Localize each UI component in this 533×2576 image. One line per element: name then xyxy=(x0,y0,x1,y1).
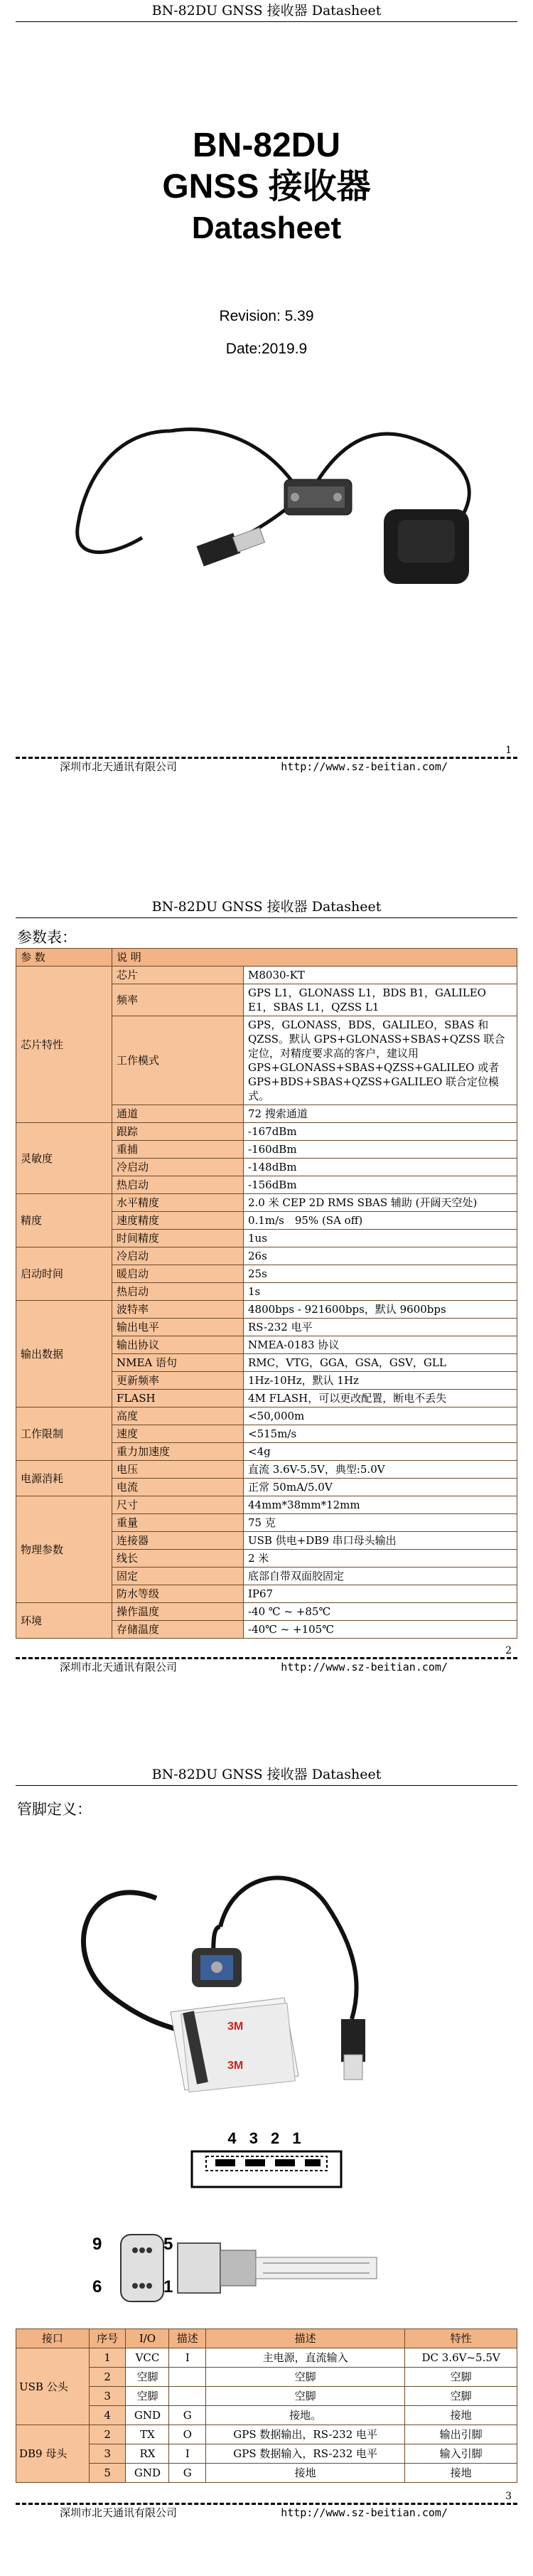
receiver-photo xyxy=(0,1841,533,2112)
running-header: BN-82DU GNSS 接收器 Datasheet xyxy=(16,1764,517,1786)
page-1 xyxy=(0,0,533,896)
params-name-cell: 更新频率 xyxy=(112,1372,244,1390)
params-group-cell: 输出数据 xyxy=(16,1301,112,1407)
pinout-no-cell: 1 xyxy=(89,2348,126,2368)
revision: Revision: 5.39 xyxy=(219,308,314,324)
params-value-cell: -40 ℃ ~ +85℃ xyxy=(244,1603,517,1621)
params-name-cell: 通道 xyxy=(112,1105,244,1123)
page-footer xyxy=(0,1659,533,1675)
pinout-io-cell: 空脚 xyxy=(126,2368,169,2387)
params-name-cell: 电压 xyxy=(112,1461,244,1479)
pinout-desc2-cell: 主电源，直流输入 xyxy=(206,2348,405,2368)
pinout-feature-cell: 接地 xyxy=(405,2464,517,2483)
params-group-cell: 物理参数 xyxy=(16,1496,112,1603)
params-name-cell: 重量 xyxy=(112,1514,244,1532)
running-header: BN-82DU GNSS 接收器 Datasheet xyxy=(16,896,517,918)
pinout-row xyxy=(16,2444,517,2464)
params-row xyxy=(16,1247,517,1265)
params-name-cell: 工作模式 xyxy=(112,1016,244,1105)
page-number: 3 xyxy=(505,2491,512,2502)
pinout-no-cell: 4 xyxy=(89,2406,126,2425)
params-value-cell: 75 克 xyxy=(244,1514,517,1532)
params-row xyxy=(16,1603,517,1621)
db9-label-1: 1 xyxy=(163,2277,173,2296)
cover-title-2: GNSS 接收器 xyxy=(162,168,371,206)
params-name-cell: 电流 xyxy=(112,1479,244,1496)
pinout-feature-cell: DC 3.6V~5.5V xyxy=(405,2348,517,2368)
db9-cable-icon xyxy=(107,2229,505,2307)
pinout-desc1-cell: G xyxy=(169,2464,206,2483)
pinout-interface-cell: DB9 母头 xyxy=(16,2425,90,2483)
params-value-cell: -40℃ ~ +105℃ xyxy=(244,1621,517,1639)
pinout-io-cell: RX xyxy=(126,2444,169,2464)
pinout-io-cell: 空脚 xyxy=(126,2387,169,2406)
params-name-cell: 波特率 xyxy=(112,1301,244,1319)
pinout-feature-cell: 接地 xyxy=(405,2406,517,2425)
pinout-row xyxy=(16,2464,517,2483)
pinout-row xyxy=(16,2387,517,2406)
cover-title-3: Datasheet xyxy=(191,211,342,245)
page-2 xyxy=(0,896,533,1764)
footer-url[interactable]: http://www.sz-beitian.com/ xyxy=(281,1661,448,1673)
pinout-row xyxy=(16,2406,517,2425)
pinout-feature-cell: 输入引脚 xyxy=(405,2444,517,2464)
params-group-cell: 环境 xyxy=(16,1603,112,1639)
params-title: 参数表： xyxy=(17,929,77,946)
params-name-cell: 连接器 xyxy=(112,1532,244,1550)
pinout-desc2-cell: GPS 数据输出，RS-232 电平 xyxy=(206,2425,405,2444)
params-name-cell: 尺寸 xyxy=(112,1496,244,1514)
params-name-cell: 防水等级 xyxy=(112,1585,244,1603)
pinout-no-cell: 3 xyxy=(89,2444,126,2464)
footer-company: 深圳市北天通讯有限公司 xyxy=(60,1661,178,1673)
pinout-no-cell: 5 xyxy=(89,2464,126,2483)
params-header-row xyxy=(16,949,517,967)
footer-url[interactable]: http://www.sz-beitian.com/ xyxy=(281,760,448,773)
params-value-cell: 0.1m/s 95% (SA off) xyxy=(244,1212,517,1230)
params-name-cell: NMEA 语句 xyxy=(112,1354,244,1372)
params-name-cell: 暖启动 xyxy=(112,1265,244,1283)
params-value-cell: IP67 xyxy=(244,1585,517,1603)
pinout-feature-cell: 输出引脚 xyxy=(405,2425,517,2444)
params-value-cell: 26s xyxy=(244,1247,517,1265)
params-group-cell: 工作限制 xyxy=(16,1407,112,1461)
pinout-table xyxy=(16,2328,517,2483)
params-value-cell: 1Hz-10Hz，默认 1Hz xyxy=(244,1372,517,1390)
pinout-header-desc2: 描述 xyxy=(206,2329,405,2348)
params-row xyxy=(16,1407,517,1425)
pinout-header-io: I/O xyxy=(126,2329,169,2348)
page-footer xyxy=(0,2505,533,2521)
params-value-cell: -160dBm xyxy=(244,1141,517,1159)
params-name-cell: 重捕 xyxy=(112,1141,244,1159)
db9-label-9: 9 xyxy=(92,2235,102,2254)
params-value-cell: 4M FLASH，可以更改配置，断电不丢失 xyxy=(244,1390,517,1407)
params-header-desc: 说 明 xyxy=(112,949,517,967)
params-name-cell: 操作温度 xyxy=(112,1603,244,1621)
params-name-cell: 冷启动 xyxy=(112,1247,244,1265)
params-value-cell: -156dBm xyxy=(244,1176,517,1194)
params-name-cell: FLASH xyxy=(112,1390,244,1407)
pinout-desc2-cell: GPS 数据输入，RS-232 电平 xyxy=(206,2444,405,2464)
params-value-cell: -167dBm xyxy=(244,1123,517,1141)
pinout-io-cell: VCC xyxy=(126,2348,169,2368)
params-table xyxy=(16,948,517,1639)
params-name-cell: 频率 xyxy=(112,984,244,1016)
params-value-cell: 2 米 xyxy=(244,1550,517,1568)
params-name-cell: 时间精度 xyxy=(112,1230,244,1247)
params-name-cell: 输出电平 xyxy=(112,1319,244,1336)
params-row xyxy=(16,1123,517,1141)
params-value-cell: 4800bps - 921600bps，默认 9600bps xyxy=(244,1301,517,1319)
params-name-cell: 重力加速度 xyxy=(112,1443,244,1461)
pinout-desc1-cell: O xyxy=(169,2425,206,2444)
params-value-cell: <4g xyxy=(244,1443,517,1461)
svg-text:3M: 3M xyxy=(227,2060,244,2072)
footer-company: 深圳市北天通讯有限公司 xyxy=(60,2506,178,2519)
params-value-cell: 72 搜索通道 xyxy=(244,1105,517,1123)
params-name-cell: 固定 xyxy=(112,1568,244,1585)
page-footer xyxy=(0,759,533,775)
params-value-cell: 1s xyxy=(244,1283,517,1301)
footer-url[interactable]: http://www.sz-beitian.com/ xyxy=(281,2506,448,2519)
params-value-cell: <50,000m xyxy=(244,1407,517,1425)
params-value-cell: <515m/s xyxy=(244,1425,517,1443)
params-row xyxy=(16,1301,517,1319)
pinout-row xyxy=(16,2425,517,2444)
pinout-no-cell: 3 xyxy=(89,2387,126,2406)
params-value-cell: GPS L1，GLONASS L1，BDS B1，GALILEO E1，SBAS L1，QZSS L1 xyxy=(244,984,517,1016)
pinout-header-desc1: 描述 xyxy=(169,2329,206,2348)
svg-text:3M: 3M xyxy=(227,2021,244,2033)
running-header: BN-82DU GNSS 接收器 Datasheet xyxy=(16,0,517,22)
page-number: 2 xyxy=(505,1645,512,1656)
usb-connector-diagram xyxy=(0,2129,533,2193)
pinout-no-cell: 2 xyxy=(89,2368,126,2387)
pinout-title: 管脚定义： xyxy=(17,1801,92,1818)
params-name-cell: 速度 xyxy=(112,1425,244,1443)
pinout-desc1-cell: G xyxy=(169,2406,206,2425)
params-value-cell: RS-232 电平 xyxy=(244,1319,517,1336)
params-value-cell: NMEA-0183 协议 xyxy=(244,1336,517,1354)
params-value-cell: 2.0 米 CEP 2D RMS SBAS 辅助 (开阔天空处) xyxy=(244,1194,517,1212)
pinout-desc2-cell: 接地 xyxy=(206,2464,405,2483)
params-value-cell: -148dBm xyxy=(244,1159,517,1176)
pinout-desc1-cell: I xyxy=(169,2444,206,2464)
params-group-cell: 精度 xyxy=(16,1194,112,1247)
product-photo xyxy=(0,395,533,602)
usb-pin-labels: 4 3 2 1 xyxy=(227,2129,306,2147)
params-name-cell: 热启动 xyxy=(112,1283,244,1301)
params-value-cell: RMC，VTG，GGA，GSA，GSV，GLL xyxy=(244,1354,517,1372)
params-value-cell: USB 供电+DB9 串口母头输出 xyxy=(244,1532,517,1550)
pinout-io-cell: TX xyxy=(126,2425,169,2444)
pinout-row xyxy=(16,2348,517,2368)
pinout-desc1-cell xyxy=(169,2387,206,2406)
pinout-desc2-cell: 空脚 xyxy=(206,2368,405,2387)
params-row xyxy=(16,967,517,984)
pinout-feature-cell: 空脚 xyxy=(405,2387,517,2406)
date: Date:2019.9 xyxy=(225,341,308,357)
page-number: 1 xyxy=(505,745,512,756)
db9-label-5: 5 xyxy=(163,2235,173,2254)
params-name-cell: 热启动 xyxy=(112,1176,244,1194)
pinout-header-feature: 特性 xyxy=(405,2329,517,2348)
params-group-cell: 电源消耗 xyxy=(16,1461,112,1496)
params-row xyxy=(16,1461,517,1479)
pinout-header-row xyxy=(16,2329,517,2348)
params-group-cell: 启动时间 xyxy=(16,1247,112,1301)
params-name-cell: 跟踪 xyxy=(112,1123,244,1141)
params-name-cell: 存储温度 xyxy=(112,1621,244,1639)
pinout-feature-cell: 空脚 xyxy=(405,2368,517,2387)
params-name-cell: 芯片 xyxy=(112,967,244,984)
params-row xyxy=(16,1194,517,1212)
db9-connector-diagram xyxy=(0,2222,533,2314)
params-row xyxy=(16,1496,517,1514)
footer-company: 深圳市北天通讯有限公司 xyxy=(60,760,178,773)
params-name-cell: 冷启动 xyxy=(112,1159,244,1176)
params-value-cell: 直流 3.6V-5.5V，典型:5.0V xyxy=(244,1461,517,1479)
params-name-cell: 线长 xyxy=(112,1550,244,1568)
params-name-cell: 速度精度 xyxy=(112,1212,244,1230)
pinout-header-interface: 接口 xyxy=(16,2329,90,2348)
params-group-cell: 芯片特性 xyxy=(16,967,112,1123)
pinout-desc1-cell xyxy=(169,2368,206,2387)
params-name-cell: 输出协议 xyxy=(112,1336,244,1354)
params-value-cell: 正常 50mA/5.0V xyxy=(244,1479,517,1496)
pinout-desc1-cell: I xyxy=(169,2348,206,2368)
pinout-desc2-cell: 接地。 xyxy=(206,2406,405,2425)
params-group-cell: 灵敏度 xyxy=(16,1123,112,1194)
pinout-io-cell: GND xyxy=(126,2406,169,2425)
params-value-cell: 25s xyxy=(244,1265,517,1283)
params-header-param: 参 数 xyxy=(16,949,112,967)
params-value-cell: M8030-KT xyxy=(244,967,517,984)
params-name-cell: 高度 xyxy=(112,1407,244,1425)
params-value-cell: 1us xyxy=(244,1230,517,1247)
params-name-cell: 水平精度 xyxy=(112,1194,244,1212)
pinout-interface-cell: USB 公头 xyxy=(16,2348,90,2425)
pinout-io-cell: GND xyxy=(126,2464,169,2483)
page-3 xyxy=(0,1764,533,2575)
cover-title: BN-82DU xyxy=(192,127,341,164)
usb-port-icon xyxy=(188,2148,345,2191)
db9-label-6: 6 xyxy=(92,2277,102,2296)
pinout-row xyxy=(16,2368,517,2387)
pinout-no-cell: 2 xyxy=(89,2425,126,2444)
params-value-cell: GPS，GLONASS，BDS，GALILEO，SBAS 和 QZSS。默认 GPS+GLONASS+SBAS+QZSS 联合定位，对精度要求高的客户，建议用 GPS+GLONASS+SBAS+QZSS+GALILEO 或者 GPS+BDS+SBAS+QZSS+GALILEO 联合定位模式。 xyxy=(244,1016,517,1105)
params-value-cell: 44mm*38mm*12mm xyxy=(244,1496,517,1514)
params-value-cell: 底部自带双面胶固定 xyxy=(244,1568,517,1585)
pinout-desc2-cell: 空脚 xyxy=(206,2387,405,2406)
pinout-header-no: 序号 xyxy=(89,2329,126,2348)
